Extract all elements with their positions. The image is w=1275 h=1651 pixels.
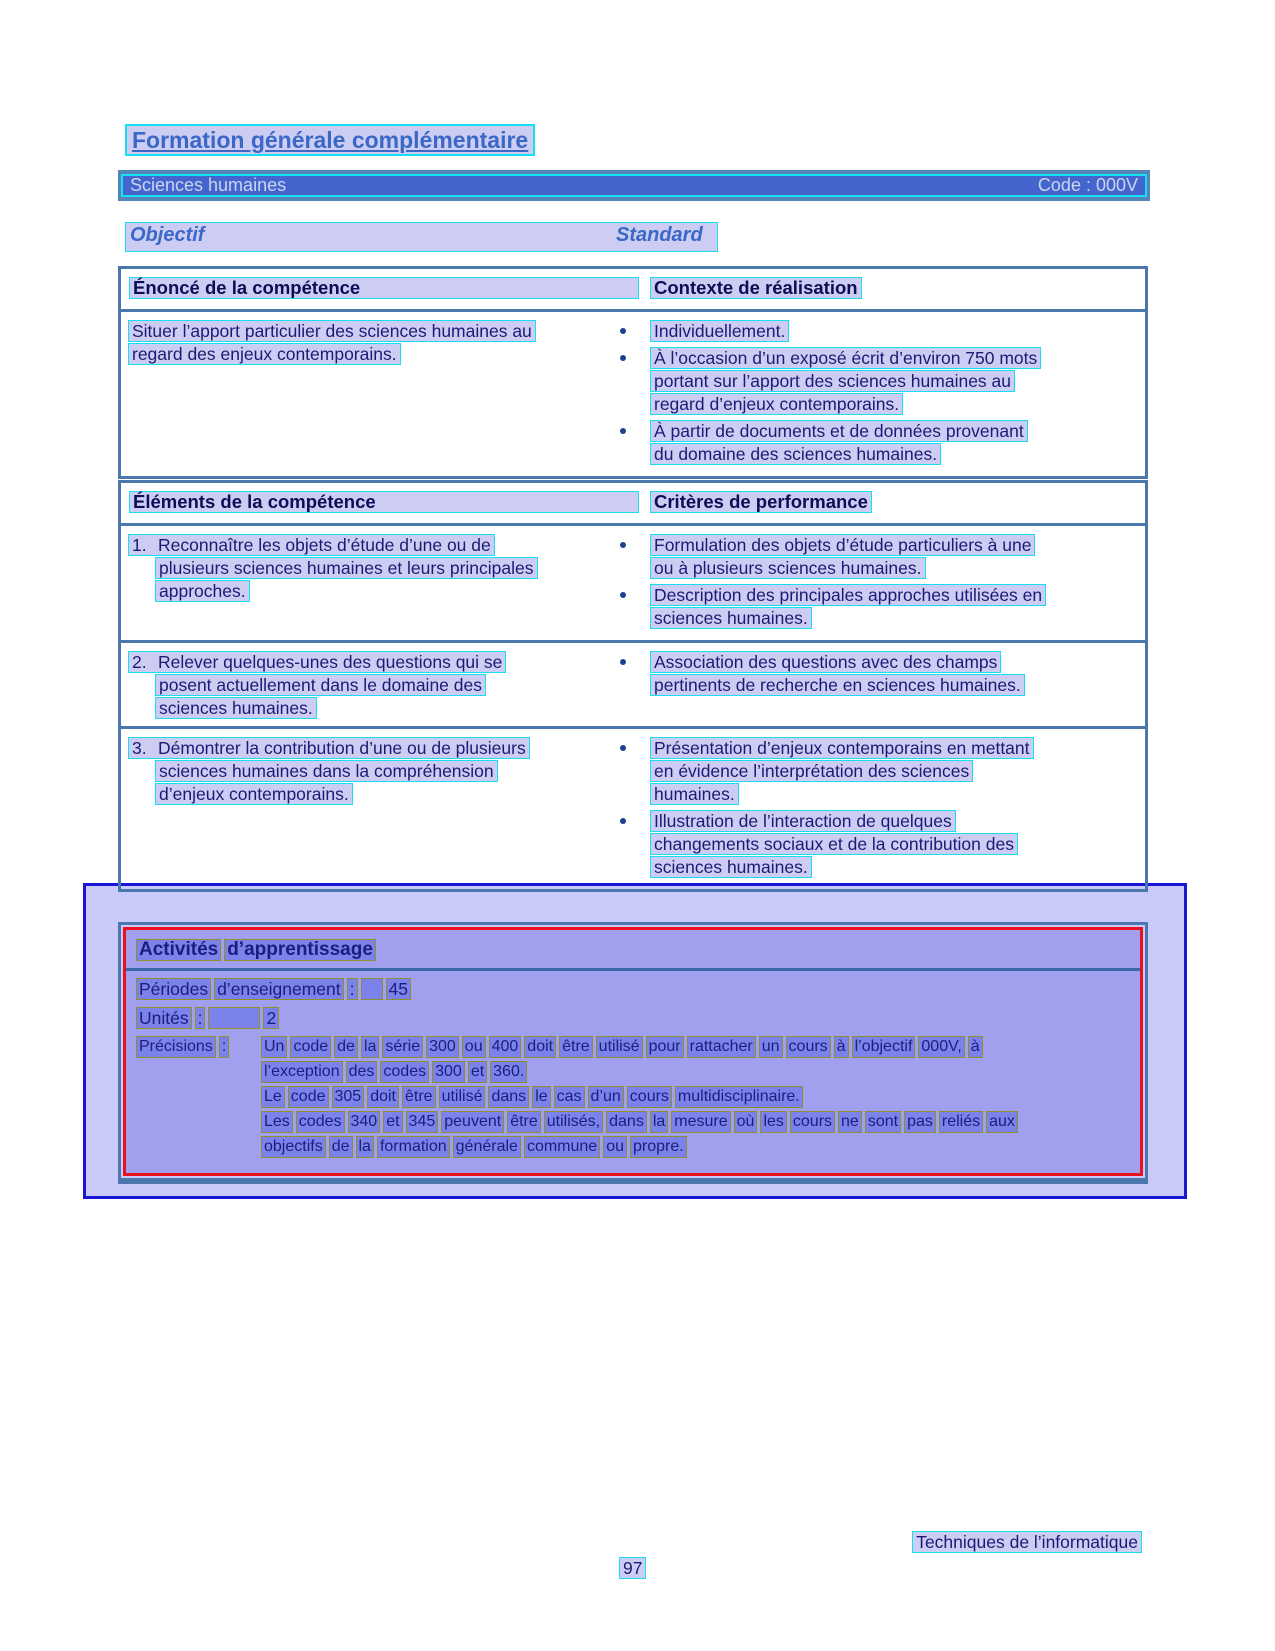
selected-word: 400 (489, 1036, 522, 1058)
text-line: en évidence l’interprétation des sciences (650, 760, 973, 782)
subject-banner-selection (121, 174, 1147, 197)
selected-word: générale (453, 1136, 521, 1158)
periods-value (386, 978, 414, 1000)
footer-page-number: 97 (619, 1557, 646, 1579)
bullet-item (620, 737, 1145, 806)
objectif-standard-strip (125, 222, 718, 252)
selected-word: rattacher (687, 1036, 756, 1058)
selected-word: Activités (136, 939, 221, 961)
bullet-icon (620, 737, 650, 806)
selected-word: Le (261, 1086, 285, 1108)
text-line: Relever quelques-unes des questions qui se (158, 652, 503, 672)
text-line: Reconnaître les objets d’étude d’une ou de (158, 535, 491, 555)
selected-word: Périodes (136, 978, 211, 1000)
learning-activities-table (118, 922, 1148, 1184)
bullet-icon (620, 320, 650, 343)
selected-word: l’exception (261, 1061, 343, 1083)
tab-selection (208, 1007, 260, 1029)
text-line: sciences humaines. (650, 856, 812, 878)
selected-word: 305 (332, 1086, 365, 1108)
selected-word: : (219, 1036, 229, 1058)
tab-selection (361, 978, 383, 1000)
text-line: changements sociaux et de la contribution des (650, 833, 1018, 855)
bullet-item (620, 420, 1145, 466)
header-enonce: Énoncé de la compétence (129, 277, 639, 299)
text-line (128, 534, 495, 556)
precisions-text (261, 1036, 1021, 1161)
precisions-label (136, 1036, 261, 1058)
selected-word: propre. (630, 1136, 687, 1158)
bullet-item (620, 534, 1145, 580)
text-line: Association des questions avec des champs (650, 651, 1001, 673)
selected-word: d’un (588, 1086, 624, 1108)
selected-word: 45 (386, 978, 411, 1000)
selected-word: sont (865, 1111, 901, 1133)
bullet-item (620, 347, 1145, 416)
bullet-lines (650, 420, 1028, 466)
bullet-icon (620, 347, 650, 416)
text-line: sciences humaines. (650, 607, 812, 629)
precisions-line (261, 1036, 1021, 1058)
selected-word: ne (838, 1111, 862, 1133)
selected-word: cours (627, 1086, 672, 1108)
text-line (128, 651, 506, 673)
bullet-item (620, 651, 1145, 697)
selected-word: ou (603, 1136, 627, 1158)
course-code: Code : 000V (1037, 175, 1138, 195)
selected-word: utilisé (439, 1086, 486, 1108)
text-line: Formulation des objets d’étude particuliers à une (650, 534, 1035, 556)
selected-word: mesure (671, 1111, 730, 1133)
text-line: portant sur l’apport des sciences humaines au (650, 370, 1015, 392)
bullet-lines (650, 651, 1025, 697)
table-header-row (121, 269, 1145, 312)
selected-word: doit (367, 1086, 399, 1108)
text-line: du domaine des sciences humaines. (650, 443, 941, 465)
selected-word: doit (524, 1036, 556, 1058)
selected-word: pas (904, 1111, 936, 1133)
text-line: Individuellement. (650, 320, 789, 342)
selected-word: codes (380, 1061, 429, 1083)
selected-word: être (402, 1086, 436, 1108)
bullet-lines (650, 810, 1018, 879)
subject-name: Sciences humaines (130, 175, 287, 195)
precisions-line (261, 1111, 1021, 1133)
selected-word: aux (986, 1111, 1018, 1133)
criteria-cell (607, 651, 1145, 720)
bullet-lines (650, 347, 1041, 416)
text-line: ou à plusieurs sciences humaines. (650, 557, 926, 579)
units-label (136, 1007, 208, 1029)
bullet-lines (650, 737, 1034, 806)
selected-word: dans (606, 1111, 647, 1133)
context-bullets-cell (607, 320, 1145, 470)
page-title: Formation générale complémentaire (125, 124, 535, 156)
units-row (126, 1000, 1140, 1029)
selected-word: multidisciplinaire. (675, 1086, 803, 1108)
bullet-icon (620, 584, 650, 630)
heading-objectif: Objectif (130, 224, 205, 246)
selected-word: codes (296, 1111, 345, 1133)
item-number: 1. (132, 535, 147, 555)
competence-row (121, 726, 1145, 889)
selected-word: Précisions (136, 1036, 216, 1058)
bullet-lines (650, 320, 789, 343)
text-line: Illustration de l’interaction de quelques (650, 810, 956, 832)
selected-word: et (468, 1061, 487, 1083)
text-line: pertinents de recherche en sciences humaines. (650, 674, 1025, 696)
selected-word: Les (261, 1111, 293, 1133)
selected-word: la (356, 1136, 374, 1158)
text-line: humaines. (650, 783, 739, 805)
selected-word: la (361, 1036, 379, 1058)
selected-word: le (532, 1086, 550, 1108)
text-line: À l’occasion d’un exposé écrit d’environ 750 mots (650, 347, 1041, 369)
selected-word: reliés (939, 1111, 983, 1133)
selected-word: Un (261, 1036, 287, 1058)
selected-word: l’objectif (852, 1036, 916, 1058)
selected-word: et (383, 1111, 402, 1133)
selected-word: les (760, 1111, 786, 1133)
periods-label (136, 978, 361, 1000)
bullet-lines (650, 534, 1035, 580)
text-line (128, 737, 530, 759)
selected-word: à (834, 1036, 849, 1058)
bullet-icon (620, 810, 650, 879)
competence-row (121, 526, 1145, 640)
selected-word: 300 (426, 1036, 459, 1058)
selected-word: 360. (490, 1061, 527, 1083)
selected-word: pour (646, 1036, 684, 1058)
text-line: Démontrer la contribution d’une ou de plusieurs (158, 738, 526, 758)
bullet-icon (620, 534, 650, 580)
periods-row (126, 971, 1140, 1000)
elements-table-body (121, 526, 1145, 889)
selected-word: être (507, 1111, 541, 1133)
element-cell (121, 737, 607, 883)
selected-word: 000V, (918, 1036, 964, 1058)
units-value (263, 1007, 282, 1029)
competence-table (118, 266, 1148, 479)
bullet-icon (620, 420, 650, 466)
text-line: Situer l’apport particulier des sciences humaines au (128, 320, 536, 342)
selected-word: utilisés, (544, 1111, 603, 1133)
criteria-cell (607, 737, 1145, 883)
item-number: 3. (132, 738, 147, 758)
header-criteres: Critères de performance (650, 491, 872, 513)
text-line: sciences humaines. (155, 697, 317, 719)
bullet-lines (650, 584, 1046, 630)
selected-word: peuvent (441, 1111, 504, 1133)
text-line: d’enjeux contemporains. (155, 783, 353, 805)
subject-banner (118, 170, 1150, 201)
text-line: posent actuellement dans le domaine des (155, 674, 486, 696)
selected-word: d’apprentissage (224, 939, 376, 961)
header-elements: Éléments de la compétence (129, 491, 639, 513)
item-number: 2. (132, 652, 147, 672)
selected-word: être (559, 1036, 593, 1058)
selected-word: à (968, 1036, 983, 1058)
activities-title (126, 935, 1140, 968)
selected-word: cours (786, 1036, 831, 1058)
selected-word: d’enseignement (214, 978, 344, 1000)
selected-word: objectifs (261, 1136, 326, 1158)
selected-word: des (346, 1061, 378, 1083)
text-line: Présentation d’enjeux contemporains en mettant (650, 737, 1034, 759)
heading-standard: Standard (616, 224, 703, 246)
selected-word: 345 (406, 1111, 439, 1133)
text-line: regard d’enjeux contemporains. (650, 393, 903, 415)
table-row (121, 312, 1145, 476)
selected-word: cours (790, 1111, 835, 1133)
selected-word: un (759, 1036, 783, 1058)
selected-word: dans (488, 1086, 529, 1108)
element-cell (121, 651, 607, 720)
competence-statement-cell (121, 320, 607, 470)
text-line: approches. (155, 580, 250, 602)
selected-word: code (290, 1036, 331, 1058)
text-line: sciences humaines dans la compréhension (155, 760, 498, 782)
precisions-line (261, 1136, 1021, 1158)
text-line: Description des principales approches utilisées en (650, 584, 1046, 606)
selected-word: Unités (136, 1007, 192, 1029)
learning-activities-red-frame (123, 927, 1143, 1176)
precisions-line (261, 1086, 1021, 1108)
competence-row (121, 640, 1145, 726)
selected-word: où (734, 1111, 758, 1133)
selected-word: 300 (432, 1061, 465, 1083)
text-line: À partir de documents et de données provenant (650, 420, 1028, 442)
selected-word: commune (524, 1136, 600, 1158)
text-line: plusieurs sciences humaines et leurs principales (155, 557, 538, 579)
bullet-item (620, 320, 1145, 343)
elements-table (118, 480, 1148, 892)
selected-word: code (288, 1086, 329, 1108)
header-contexte: Contexte de réalisation (650, 277, 862, 299)
selected-word: série (382, 1036, 423, 1058)
selected-word: 2 (263, 1007, 279, 1029)
selected-word: la (650, 1111, 668, 1133)
selected-word: formation (377, 1136, 450, 1158)
text-line: regard des enjeux contemporains. (128, 343, 401, 365)
selected-word: cas (554, 1086, 585, 1108)
criteria-cell (607, 534, 1145, 634)
selected-word: de (334, 1036, 358, 1058)
bullet-icon (620, 651, 650, 697)
selected-word: ou (462, 1036, 486, 1058)
bullet-item (620, 584, 1145, 630)
bullet-item (620, 810, 1145, 879)
table-header-row (121, 483, 1145, 526)
element-cell (121, 534, 607, 634)
footer-program-name: Techniques de l’informatique (912, 1531, 1142, 1553)
selected-word: 340 (348, 1111, 381, 1133)
precisions-row (126, 1029, 1140, 1161)
selected-word: : (347, 978, 358, 1000)
selected-word: : (195, 1007, 206, 1029)
selected-word: utilisé (596, 1036, 643, 1058)
selected-word: de (329, 1136, 353, 1158)
precisions-line (261, 1061, 1021, 1083)
